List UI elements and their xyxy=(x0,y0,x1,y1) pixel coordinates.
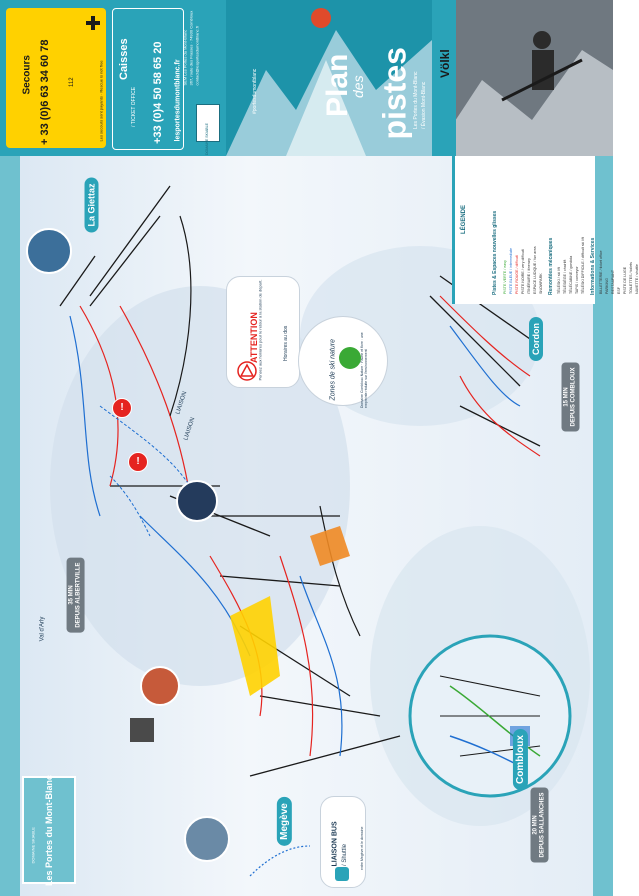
left-border xyxy=(0,156,20,896)
secours-note: Les secours sont payants · Rescue is not free xyxy=(98,60,104,142)
place-la-giettaz[interactable]: La Giettaz xyxy=(85,177,99,232)
legend-item-shuttle: NAVETTE / shuttle xyxy=(635,264,639,294)
legend-item-chairlift: TÉLÉSIÈGE / chairlift xyxy=(563,259,567,294)
pistes-word: pistes xyxy=(376,47,413,140)
header-strip xyxy=(0,0,613,156)
nature-zone-callout xyxy=(298,316,388,406)
alert-icon[interactable]: ! xyxy=(112,398,132,418)
snowpark-badge xyxy=(130,718,154,742)
legend-item-red: PISTE ROUGE / difficult xyxy=(515,255,519,294)
liaison-label-1: LIAISON xyxy=(175,390,189,416)
ski-area-map xyxy=(20,156,639,896)
address-line-2: 367, route des Frasses · 74930 Combloux xyxy=(188,10,194,86)
secours-number[interactable]: 112 xyxy=(69,77,75,87)
night-ski-photo xyxy=(176,480,218,522)
distance-cordon-from: DEPUIS COMBLOUX xyxy=(570,367,577,427)
legend-item-gondola: TÉLÉCABINE / gondola xyxy=(569,255,573,294)
ski-school-photo xyxy=(184,816,230,862)
plan-tagline-2: / Évasion Mont-Blanc xyxy=(421,81,427,129)
distance-combloux-from: DEPUIS SALLANCHES xyxy=(539,792,546,858)
legend-panel xyxy=(452,156,639,304)
distance-cordon xyxy=(562,362,580,431)
liaison-bus-subtitle: / Shuttle xyxy=(342,843,348,866)
secours-title: Secours xyxy=(21,55,33,95)
caisses-panel xyxy=(112,8,184,150)
domain-badge: DOMAINE SKIABLE xyxy=(205,123,209,155)
secours-phone[interactable]: + 33 (0)6 63 34 60 78 xyxy=(39,39,51,145)
place-combloux[interactable]: Combloux xyxy=(513,729,528,790)
des-word: des xyxy=(350,75,366,98)
address-line-1: SEM Les Portes du Mont-Blanc xyxy=(182,29,188,86)
skier-photo xyxy=(432,0,613,156)
domain-badge-bottom: DOMAINE SKIABLE xyxy=(30,827,36,864)
right-border xyxy=(593,156,613,896)
address-strip xyxy=(182,8,222,155)
distance-combloux xyxy=(531,787,549,862)
legend-section-services: Informations & Services xyxy=(590,237,596,295)
attention-body: Pensez aux horaires pour le retour à la station de départ. xyxy=(257,279,263,381)
place-cordon[interactable]: Cordon xyxy=(529,317,543,361)
distance-combloux-time: 20 MIN xyxy=(532,815,539,835)
caisses-title: Caisses xyxy=(118,38,130,80)
attention-subbody: Horaires au dos xyxy=(283,325,289,361)
distance-cordon-time: 15 MIN xyxy=(563,387,570,407)
attention-title: ATTENTION xyxy=(249,312,259,363)
legend-section-lifts: Remontées mécaniques xyxy=(548,237,554,295)
legend-item-green: PISTE VERTE / easy xyxy=(503,260,507,294)
legend-item-luge: PISTE DE LUGE xyxy=(623,266,627,294)
skier-photo-icon xyxy=(432,0,613,156)
liaison-label-2: LIAISON xyxy=(183,416,197,442)
sponsor-logo: Völkl xyxy=(438,49,452,78)
legend-item-conveyor: TAPIS / conveyor xyxy=(575,266,579,294)
liaison-bus-note: entre Megève et le domaine xyxy=(360,826,364,870)
place-megeve[interactable]: Megève xyxy=(277,797,292,846)
attention-callout xyxy=(226,276,300,388)
liaison-bus-callout[interactable] xyxy=(320,796,366,888)
website-link[interactable]: lesportesdumontblanc.fr xyxy=(174,59,182,142)
place-val-d-arly: Val d'Arly xyxy=(39,616,46,642)
legend-item-ticket: BILLETTERIE / ticket office xyxy=(599,250,603,294)
legend-item-difficult-lift: TÉLÉSKI DIFFICILE / difficult ski lift xyxy=(581,237,585,294)
legend-item-snowpark: SNOWPARK xyxy=(539,273,543,294)
plan-tagline: Les Portes du Mont-Blanc xyxy=(413,71,419,129)
legend-item-toilets: TOILETTES / toilets xyxy=(629,262,633,294)
legend-item-parking: PARKING xyxy=(605,278,609,294)
legend-item-restaurant: RESTAURANT xyxy=(611,269,615,294)
caisses-subtitle: / TICKET OFFICE xyxy=(131,86,137,127)
warning-triangle-icon xyxy=(237,361,257,381)
legend-section-pistes: Pistes & Espaces nouvelles glisses xyxy=(492,210,498,295)
kids-area-photo xyxy=(140,666,180,706)
legend-item-fun: ESPACE LUDIQUE / fun area xyxy=(533,246,537,294)
legend-title: LÉGENDE xyxy=(461,204,467,234)
nature-title: Zones de ski nature xyxy=(329,339,337,401)
domain-name-bottom: Les Portes du Mont-Blanc xyxy=(44,774,54,886)
distance-albertville-time: 35 MIN xyxy=(68,585,75,605)
legend-item-skilift: TÉLÉSKI / ski lift xyxy=(557,267,561,294)
hashtag: #portesdumontblanc xyxy=(252,68,258,114)
distance-albertville-from: DEPUIS ALBERTVILLE xyxy=(75,562,82,628)
domain-logo-bottom xyxy=(22,776,76,884)
legend-item-itinerary: ITINÉRAIRE / itinerary xyxy=(527,258,531,294)
distance-albertville xyxy=(67,557,85,632)
liaison-bus-title: LIAISON BUS xyxy=(331,821,339,867)
plan-title-panel xyxy=(226,0,432,156)
legend-item-blue: PISTE BLEUE / intermediate xyxy=(509,248,513,294)
nature-body: Domaine Combloux Nature · Faune et flore : une empreinte réduite sur l'environnement xyxy=(360,332,368,408)
nature-logo-icon xyxy=(339,347,361,369)
bus-icon xyxy=(335,867,349,881)
secours-panel xyxy=(6,8,106,148)
gondola-photo xyxy=(26,228,72,274)
address-line-3: contact@lesportesdumontblanc.fr xyxy=(194,25,200,86)
plan-word: Plan xyxy=(321,53,354,117)
legend-item-black: PISTE NOIRE / very difficult xyxy=(521,249,525,294)
caisses-phone[interactable]: +33 (0)4 50 58 65 20 xyxy=(152,41,164,144)
alert-icon[interactable]: ! xyxy=(128,452,148,472)
legend-item-esf: ESF xyxy=(617,287,621,294)
